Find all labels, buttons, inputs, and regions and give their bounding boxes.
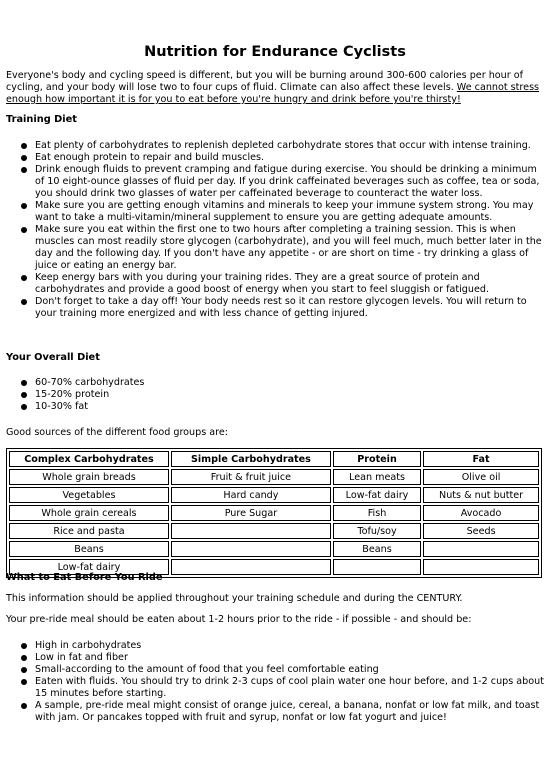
table-cell (423, 541, 539, 557)
table-cell: Avocado (423, 505, 539, 521)
bullet-icon (21, 643, 27, 649)
table-cell (171, 559, 331, 575)
table-row (9, 505, 539, 521)
table-cell (423, 559, 539, 575)
before-ride-list (0, 640, 545, 724)
table-cell: Olive oil (423, 469, 539, 485)
food-groups-intro: Good sources of the different food groups are: (6, 427, 229, 438)
bullet-icon (21, 203, 27, 209)
list-item: 15-20% protein (0, 389, 545, 401)
list-item: A sample, pre-ride meal might consist of orange juice, cereal, a banana, nonfat or low fat milk, and toast with jam. Or pancakes topped with fruit and syrup, nonfat or low fat yogurt and juice! (0, 700, 545, 724)
table-cell: Low-fat dairy (333, 487, 421, 503)
list-item: Eat enough protein to repair and build muscles. (0, 152, 545, 164)
table-row (9, 541, 539, 557)
table-cell: Fruit & fruit juice (171, 469, 331, 485)
bullet-icon (21, 703, 27, 709)
intro-text: Everyone's body and cycling speed is different, but you will be burning around 300-600 calories per hour of cycling, and your body will lose two to four cups of fluid. Climate can also affect these levels. (6, 70, 523, 93)
list-item: High in carbohydrates (0, 640, 545, 652)
table-cell: Nuts & nut butter (423, 487, 539, 503)
table-row (9, 487, 539, 503)
list-item: Eaten with fluids. You should try to drink 2-3 cups of cool plain water one hour before, and 1-2 cups about 15 minutes before starting. (0, 676, 545, 700)
list-item: Low in fat and fiber (0, 652, 545, 664)
table-cell: Pure Sugar (171, 505, 331, 521)
list-item: Make sure you are getting enough vitamins and minerals to keep your immune system strong. You may want to take a multi-vitamin/mineral supplement to ensure you are getting adequate amounts. (0, 200, 545, 224)
table-cell: Tofu/soy (333, 523, 421, 539)
table-cell: Beans (9, 541, 169, 557)
table-cell (171, 523, 331, 539)
page-title: Nutrition for Endurance Cyclists (144, 44, 406, 60)
table-cell: Whole grain breads (9, 469, 169, 485)
table-cell: Fish (333, 505, 421, 521)
table-cell: Low-fat dairy (9, 559, 169, 575)
training-diet-heading: Training Diet (6, 114, 77, 125)
list-item: 10-30% fat (0, 401, 545, 413)
intro-paragraph (6, 70, 542, 106)
table-cell: Vegetables (9, 487, 169, 503)
list-item: Don't forget to take a day off! Your body needs rest so it can restore glycogen levels. You will return to your training more energized and with less chance of getting injured. (0, 296, 545, 320)
intro-emphasis: We cannot stress enough how important it is for you to eat before you're hungry and drink before you're thirsty! (6, 82, 540, 105)
table-row (9, 523, 539, 539)
bullet-icon (21, 679, 27, 685)
bullet-icon (21, 392, 27, 398)
table-cell: Rice and pasta (9, 523, 169, 539)
column-header: Fat (423, 451, 539, 467)
bullet-icon (21, 404, 27, 410)
table-row (9, 469, 539, 485)
bullet-icon (21, 167, 27, 173)
column-header: Complex Carbohydrates (9, 451, 169, 467)
bullet-icon (21, 227, 27, 233)
overall-diet-heading: Your Overall Diet (6, 352, 100, 363)
bullet-icon (21, 299, 27, 305)
training-diet-list (0, 140, 545, 320)
list-item: Eat plenty of carbohydrates to replenish depleted carbohydrate stores that occur with intense training. (0, 140, 545, 152)
list-item: Drink enough fluids to prevent cramping and fatigue during exercise. You should be drinking a minimum of 10 eight-ounce glasses of fluid per day. If you drink caffeinated beverages such as coffee, tea or soda, you should drink two glasses of water per caffeinated beverage to counteract the water loss. (0, 164, 545, 200)
bullet-icon (21, 275, 27, 281)
table-header-row (9, 451, 539, 467)
table-cell: Seeds (423, 523, 539, 539)
bullet-icon (21, 380, 27, 386)
table-cell: Hard candy (171, 487, 331, 503)
bullet-icon (21, 655, 27, 661)
list-item: 60-70% carbohydrates (0, 377, 545, 389)
list-item: Keep energy bars with you during your training rides. They are a great source of protein and carbohydrates and provide a good boost of energy when you start to feel sluggish or fatigued. (0, 272, 545, 296)
table-cell: Whole grain cereals (9, 505, 169, 521)
column-header: Protein (333, 451, 421, 467)
bullet-icon (21, 667, 27, 673)
table-cell: Lean meats (333, 469, 421, 485)
table-cell: Beans (333, 541, 421, 557)
column-header: Simple Carbohydrates (171, 451, 331, 467)
before-ride-paragraph-2: Your pre-ride meal should be eaten about 1-2 hours prior to the ride - if possible - and should be: (6, 614, 472, 625)
list-item: Make sure you eat within the first one to two hours after completing a training session. This is when muscles can most readily store glycogen (carbohydrate), and you will feel much, much better later in the day and the following day. If you don't have any appetite - or are short on time - try drinking a glass of juice or eating an energy bar. (0, 224, 545, 272)
before-ride-paragraph-1: This information should be applied throughout your training schedule and during the CENTURY. (6, 593, 463, 604)
food-groups-table (6, 448, 542, 578)
before-ride-heading: What to Eat Before You Ride (6, 572, 163, 583)
list-item: Small-according to the amount of food that you feel comfortable eating (0, 664, 545, 676)
bullet-icon (21, 143, 27, 149)
table-cell (171, 541, 331, 557)
overall-diet-list (0, 377, 545, 413)
table-cell (333, 559, 421, 575)
bullet-icon (21, 155, 27, 161)
